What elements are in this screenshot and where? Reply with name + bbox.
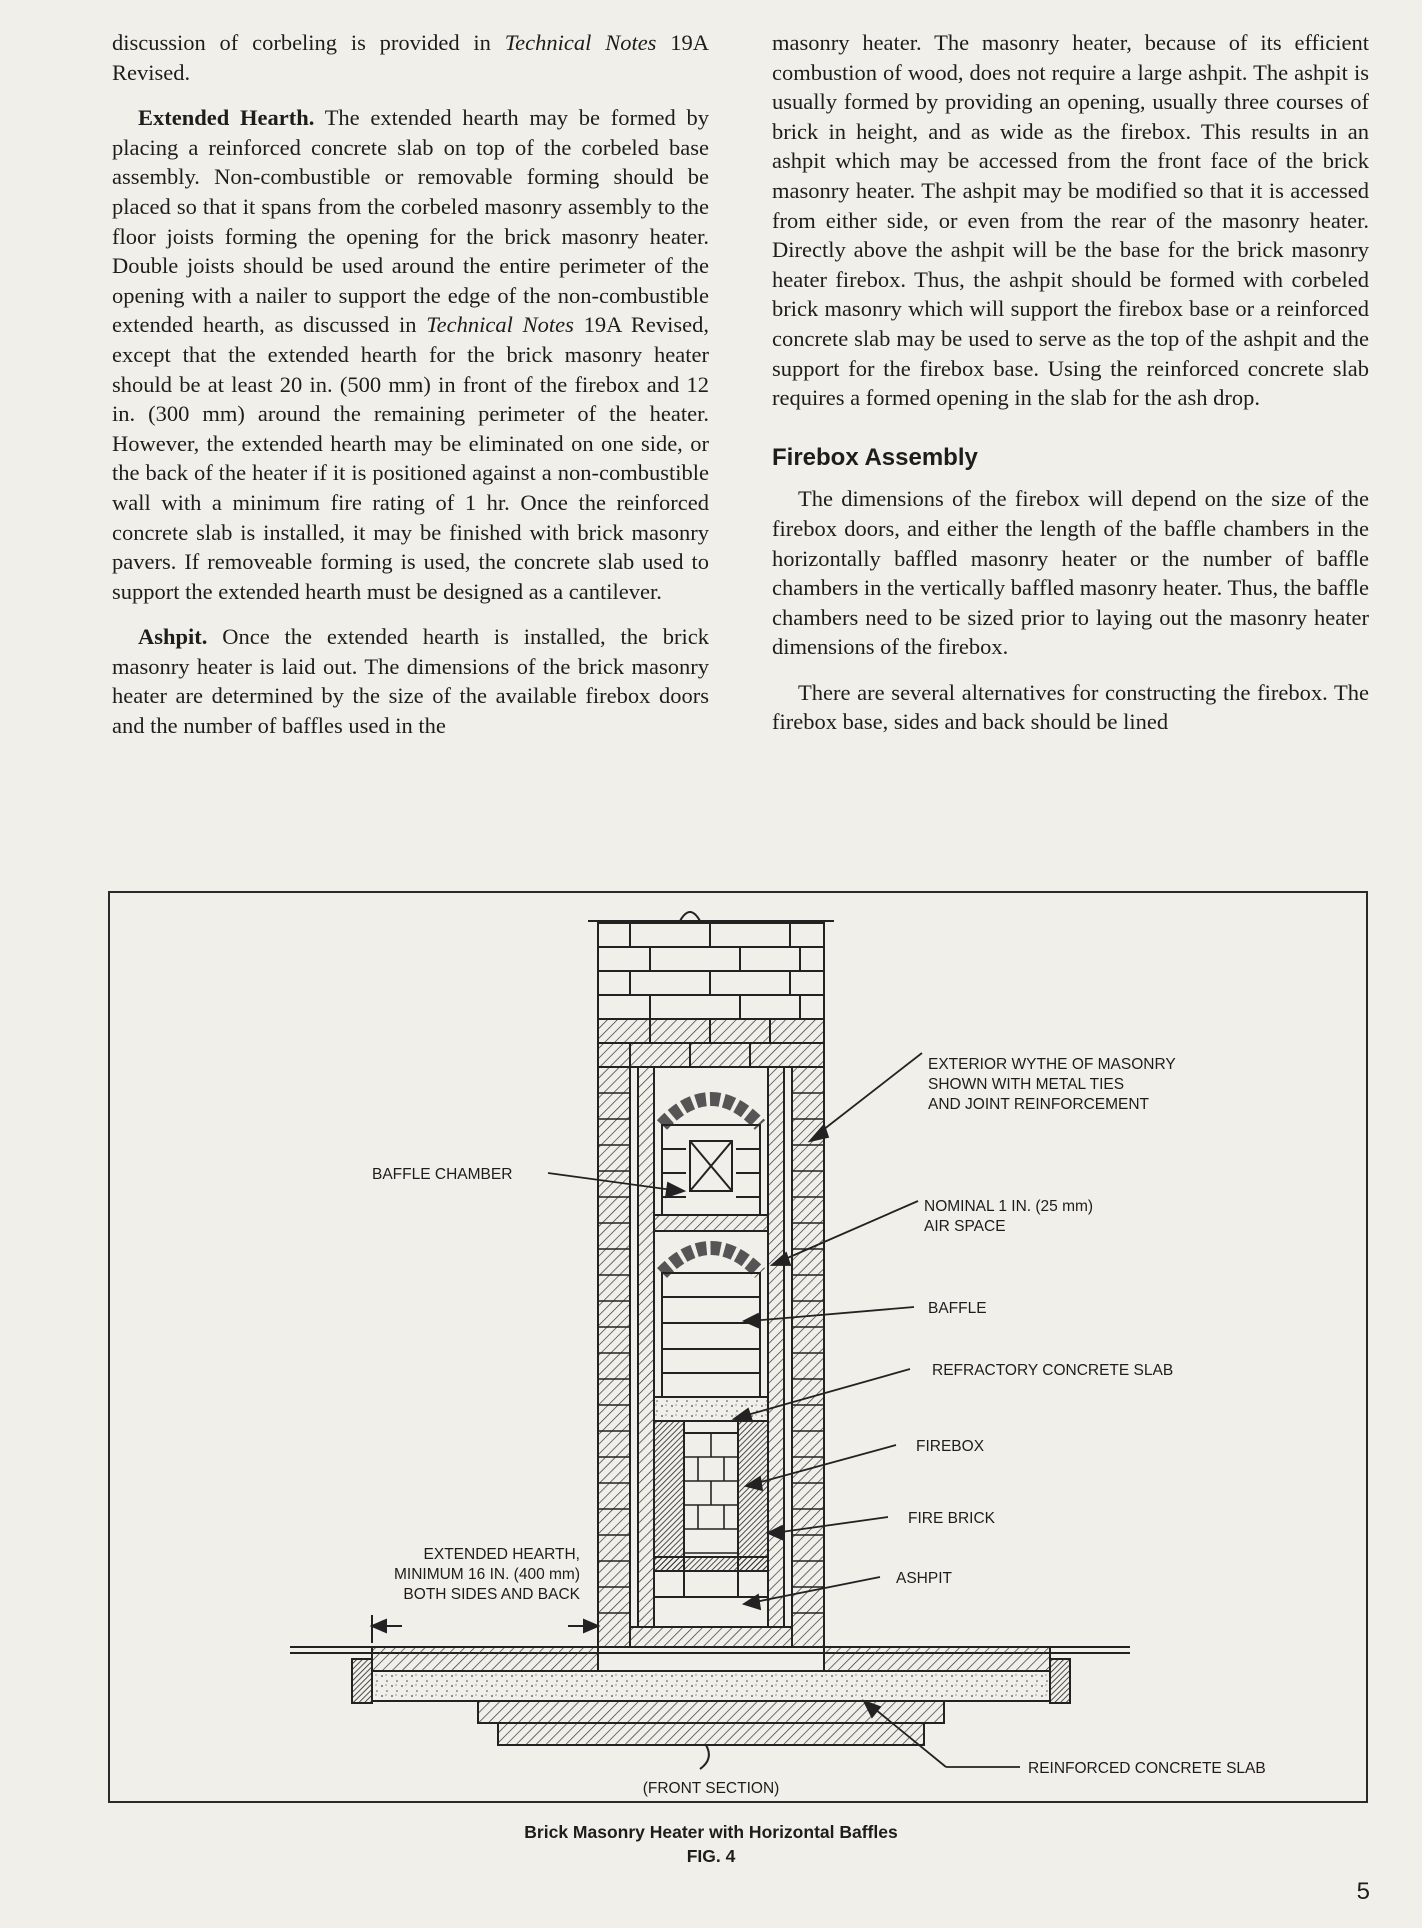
text: 19A Revised, except that the extended hearth for the brick masonry heater should be at least 20 in. (500 mm) in front of the firebox and 12 in. (300 mm) around the remaining perimeter of the heater. However, the extended hearth may be eliminated on one side, or the back of the heater if it is positioned against a non-combustible wall with a minimum fire rating of 1 hr. Once the reinforced concrete slab is installed, it may be finished with brick masonry pavers. If removeable forming is used, the concrete slab used to support the extended hearth must be designed as a cantilever. (112, 312, 709, 604)
label-reinforced-slab: REINFORCED CONCRETE SLAB (1028, 1760, 1266, 1777)
paragraph-ashpit-continued: masonry heater. The masonry heater, because of its efficient combustion of wood, does not require a large ashpit. The ashpit is usually formed by providing an opening, usually three courses of brick in height, and as wide as the firebox. This results in an ashpit which may be accessed from the front face of the brick masonry heater. The ashpit may be modified so that it is accessed from either side, or even from the rear of the masonry heater. Directly above the ashpit will be the base for the brick masonry heater firebox. Thus, the ashpit should be formed with corbeled brick masonry which will support the firebox base or a reinforced concrete slab may be used to serve as the top of the ashpit and the support for the firebox base. Using the reinforced concrete slab requires a formed opening in the slab for the ash drop. (772, 30, 1369, 411)
chimney-plain-courses (588, 912, 834, 1019)
hearth-floor (290, 1647, 1130, 1769)
paragraph-ashpit (112, 622, 709, 740)
label-extended-hearth: EXTENDED HEARTH, (423, 1546, 580, 1563)
run-in-heading: Ashpit. (138, 624, 208, 650)
heater-diagram (110, 893, 1368, 1803)
left-column (112, 28, 709, 757)
reference: Technical Notes (504, 30, 657, 55)
label-air-space-2: AIR SPACE (924, 1218, 1006, 1235)
label-fire-brick: FIRE BRICK (908, 1510, 995, 1527)
label-air-space: NOMINAL 1 IN. (25 mm) (924, 1198, 1094, 1215)
firebox (654, 1421, 768, 1571)
text: Once the extended hearth is installed, the brick masonry heater is laid out. The dimensions of the brick masonry heater are determined by the size of the available firebox doors and the number of baffles used in the (112, 624, 709, 739)
hatched-cap (598, 1019, 824, 1067)
paragraph-extended-hearth (112, 103, 709, 606)
label-ashpit: ASHPIT (896, 1570, 952, 1587)
hearth-dimension (372, 1615, 598, 1643)
text: 19A Revised. (112, 30, 709, 85)
label-extended-hearth-2: MINIMUM 16 IN. (400 mm) (393, 1566, 580, 1583)
figure-caption (0, 1820, 1422, 1868)
paragraph-firebox-alternatives: There are several alternatives for constructing the firebox. The firebox base, sides and back should be lined (772, 679, 1369, 735)
page-number: 5 (1356, 1878, 1370, 1905)
paragraph-corbeling (112, 28, 709, 87)
baffle-chamber-upper (662, 1099, 760, 1215)
right-column (772, 28, 1369, 753)
text: discussion of corbeling is provided in (112, 30, 505, 55)
figure-frame (108, 891, 1368, 1803)
run-in-heading: Extended Hearth. (138, 105, 315, 131)
label-baffle: BAFFLE (928, 1300, 987, 1317)
label-firebox: FIREBOX (916, 1438, 985, 1455)
text: The extended hearth may be formed by placing a reinforced concrete slab on top of the corbeled base assembly. Non-combustible or removable forming should be placed so that it spans from the corbeled masonry assembly to the floor joists forming the opening for the brick masonry heater. Double joists should be used around the entire perimeter of the opening with a nailer to support the edge of the non-combustible extended hearth, as discussed in (112, 105, 709, 338)
label-extended-hearth-3: BOTH SIDES AND BACK (403, 1586, 580, 1603)
label-exterior-wythe-2: SHOWN WITH METAL TIES (928, 1076, 1125, 1093)
label-baffle-chamber: BAFFLE CHAMBER (372, 1166, 513, 1183)
section-heading: Firebox Assembly (772, 443, 978, 471)
label-refractory-slab: REFRACTORY CONCRETE SLAB (932, 1362, 1174, 1379)
label-exterior-wythe: EXTERIOR WYTHE OF MASONRY (928, 1056, 1176, 1073)
label-front-section: (FRONT SECTION) (642, 1780, 780, 1797)
caption-title: Brick Masonry Heater with Horizontal Baffles (524, 1822, 898, 1842)
caption-figure-number: FIG. 4 (686, 1846, 736, 1866)
paragraph-firebox-dimensions: The dimensions of the firebox will depend on the size of the firebox doors, and either the length of the baffle chambers in the horizontally baffled masonry heater or the number of baffle chambers in the vertically baffled masonry heater. Thus, the baffle chambers need to be sized prior to laying out the masonry heater dimensions of the firebox. (772, 486, 1369, 660)
reference: Technical Notes (426, 312, 574, 338)
ashpit (630, 1571, 792, 1647)
baffle-chamber-lower (654, 1215, 768, 1397)
label-exterior-wythe-3: AND JOINT REINFORCEMENT (928, 1096, 1150, 1113)
